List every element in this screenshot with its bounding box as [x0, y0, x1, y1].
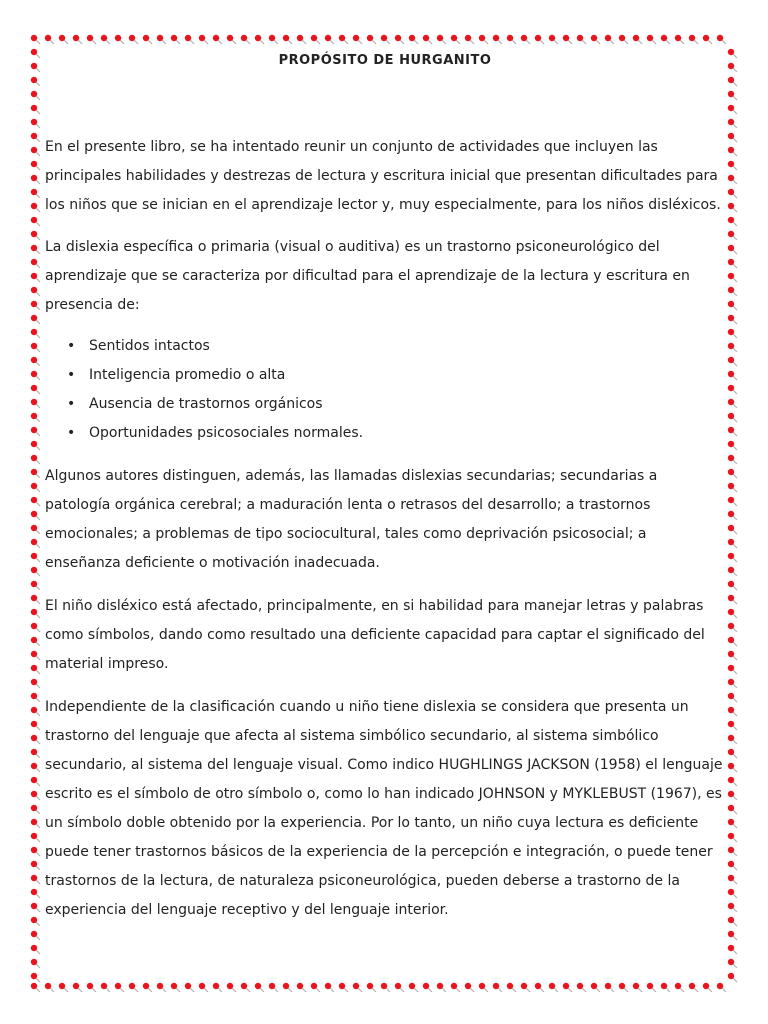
classification-paragraph: Independiente de la clasificación cuando u niño tiene dislexia se considera que presenta un trastorno del lenguaje que afecta al sistema simbólico secundario, al sistema simbólico secundario, al sistema del lenguaje visual. Como indico HUGHLINGS JACKSON (1958) el lenguaje escrito es el símbolo de otro símbolo o, como lo han indicado JOHNSON y MYKLEBUST (1967), es un símbolo doble obtenido por la experiencia. Por lo tanto, un niño cuya lectura es deficiente puede tener trastornos básicos de la experiencia de la percepción e integración, o puede tener trastornos de la lectura, de naturaleza psiconeurológica, pueden deberse a trastorno de la experiencia del lenguaje receptivo y del lenguaje interior. — [45, 699, 723, 918]
border-dot — [213, 35, 222, 44]
border-dot — [728, 315, 737, 324]
border-dot — [31, 49, 40, 58]
border-dot — [728, 819, 737, 828]
border-dot — [521, 983, 530, 992]
border-dot — [728, 735, 737, 744]
border-dot — [728, 679, 737, 688]
border-dot — [255, 983, 264, 992]
border-dot — [728, 553, 737, 562]
border-dot — [31, 903, 40, 912]
border-dot — [45, 983, 54, 992]
border-dot — [31, 511, 40, 520]
border-dot — [728, 763, 737, 772]
border-dot — [689, 983, 698, 992]
border-dot — [728, 287, 737, 296]
border-dot — [675, 35, 684, 44]
border-dot — [728, 609, 737, 618]
border-dot — [703, 983, 712, 992]
list-item: • Sentidos intactos — [67, 332, 725, 361]
border-dot — [728, 63, 737, 72]
border-dot — [31, 861, 40, 870]
border-dot — [311, 983, 320, 992]
border-dot — [31, 287, 40, 296]
border-dot — [31, 693, 40, 702]
border-dot — [633, 983, 642, 992]
border-dot — [451, 983, 460, 992]
border-dot — [728, 959, 737, 968]
border-dot — [31, 357, 40, 366]
border-dot — [728, 161, 737, 170]
border-dot — [549, 35, 558, 44]
border-dot — [728, 889, 737, 898]
border-dot — [465, 983, 474, 992]
border-dot — [31, 581, 40, 590]
border-dot — [73, 35, 82, 44]
border-dot — [728, 623, 737, 632]
border-dot — [31, 497, 40, 506]
border-dot — [728, 749, 737, 758]
border-dot — [728, 343, 737, 352]
border-dot — [728, 861, 737, 870]
border-dot — [31, 343, 40, 352]
border-dot — [31, 679, 40, 688]
border-dot — [661, 35, 670, 44]
border-dot — [213, 983, 222, 992]
border-dot — [31, 749, 40, 758]
border-dot — [101, 35, 110, 44]
border-dot — [605, 35, 614, 44]
border-dot — [728, 175, 737, 184]
border-dot — [31, 315, 40, 324]
border-dot — [728, 693, 737, 702]
conditions-list — [45, 332, 725, 448]
border-dot — [227, 983, 236, 992]
border-dot — [591, 35, 600, 44]
border-dot — [728, 567, 737, 576]
border-dot — [451, 35, 460, 44]
border-dot — [171, 35, 180, 44]
border-dot — [185, 983, 194, 992]
border-dot — [728, 329, 737, 338]
border-dot — [591, 983, 600, 992]
border-dot — [353, 983, 362, 992]
document-title: PROPÓSITO DE HURGANITO — [278, 53, 492, 68]
document-body — [45, 50, 725, 925]
border-dot — [728, 539, 737, 548]
border-dot — [31, 525, 40, 534]
border-dot — [31, 413, 40, 422]
border-dot — [297, 35, 306, 44]
border-dot — [157, 35, 166, 44]
border-dot — [31, 567, 40, 576]
border-dot — [728, 105, 737, 114]
border-dot — [31, 77, 40, 86]
border-dot — [31, 133, 40, 142]
border-dot — [31, 805, 40, 814]
border-dot — [728, 665, 737, 674]
border-dot — [728, 833, 737, 842]
border-dot — [31, 483, 40, 492]
border-dot — [31, 91, 40, 100]
border-dot — [31, 553, 40, 562]
border-dot — [728, 581, 737, 590]
list-item: • Inteligencia promedio o alta — [67, 361, 725, 390]
border-dot — [311, 35, 320, 44]
border-dot — [728, 791, 737, 800]
border-dot — [728, 917, 737, 926]
border-dot — [507, 35, 516, 44]
border-dot — [728, 385, 737, 394]
border-dot — [31, 763, 40, 772]
border-dot — [353, 35, 362, 44]
border-dot — [728, 497, 737, 506]
border-dot — [675, 983, 684, 992]
border-dot — [728, 483, 737, 492]
border-dot — [31, 847, 40, 856]
border-dot — [728, 273, 737, 282]
border-dot — [269, 35, 278, 44]
border-dot — [728, 413, 737, 422]
border-dot — [605, 983, 614, 992]
border-dot — [728, 119, 737, 128]
border-dot — [728, 91, 737, 100]
border-dot — [728, 595, 737, 604]
border-dot — [549, 983, 558, 992]
border-dot — [115, 983, 124, 992]
border-dot — [493, 35, 502, 44]
border-dot — [577, 983, 586, 992]
border-dot — [101, 983, 110, 992]
border-dot — [728, 511, 737, 520]
border-dot — [395, 983, 404, 992]
border-dot — [31, 595, 40, 604]
border-dot — [535, 35, 544, 44]
border-dot — [728, 189, 737, 198]
border-dot — [395, 35, 404, 44]
border-dot — [31, 63, 40, 72]
border-dot — [728, 371, 737, 380]
border-dot — [31, 273, 40, 282]
border-dot — [728, 301, 737, 310]
border-dot — [31, 707, 40, 716]
border-dot — [31, 259, 40, 268]
border-dot — [728, 875, 737, 884]
border-dot — [143, 35, 152, 44]
border-dot — [31, 973, 40, 982]
border-dot — [728, 147, 737, 156]
border-dot — [241, 35, 250, 44]
border-dot — [728, 133, 737, 142]
border-dot — [31, 217, 40, 226]
border-dot — [269, 983, 278, 992]
border-dot — [479, 35, 488, 44]
border-dot — [59, 35, 68, 44]
border-dot — [31, 441, 40, 450]
border-dot — [493, 983, 502, 992]
border-dot — [129, 983, 138, 992]
border-dot — [31, 371, 40, 380]
border-dot — [297, 983, 306, 992]
border-dot — [115, 35, 124, 44]
border-dot — [619, 983, 628, 992]
border-dot — [381, 35, 390, 44]
border-dot — [31, 189, 40, 198]
border-dot — [507, 983, 516, 992]
border-dot — [728, 399, 737, 408]
border-dot — [728, 441, 737, 450]
border-dot — [31, 455, 40, 464]
border-dot — [521, 35, 530, 44]
border-dot — [31, 637, 40, 646]
secondary-dyslexia-paragraph: Algunos autores distinguen, además, las llamadas dislexias secundarias; secundarias a patología orgánica cerebral; a maduración lenta o retrasos del desarrollo; a trastornos emocionales; a problemas de tipo sociocultural, tales como deprivación psicosocial; a enseñanza deficiente o motivación inadecuada. — [45, 468, 658, 571]
border-dot — [339, 983, 348, 992]
border-dot — [241, 983, 250, 992]
intro-paragraph: En el presente libro, se ha intentado reunir un conjunto de actividades que incluyen las principales habilidades y destrezas de lectura y escritura inicial que presentan dificultades para los niños que se inician en el aprendizaje lector y, muy especialmente, para los niños disléxicos. — [45, 139, 721, 213]
border-dot — [728, 455, 737, 464]
border-dot — [31, 945, 40, 954]
border-dot — [423, 983, 432, 992]
border-dot — [423, 35, 432, 44]
border-dot — [728, 945, 737, 954]
border-dot — [728, 903, 737, 912]
border-dot — [157, 983, 166, 992]
border-dot — [728, 707, 737, 716]
border-dot — [31, 931, 40, 940]
border-dot — [728, 525, 737, 534]
border-dot — [283, 35, 292, 44]
border-dot — [661, 983, 670, 992]
border-dot — [31, 983, 40, 992]
border-dot — [728, 931, 737, 940]
border-dot — [129, 35, 138, 44]
border-dot — [689, 35, 698, 44]
border-dot — [31, 35, 40, 44]
border-dot — [199, 983, 208, 992]
border-dot — [633, 35, 642, 44]
border-dot — [283, 983, 292, 992]
border-dot — [31, 245, 40, 254]
border-dot — [227, 35, 236, 44]
border-dot — [728, 973, 737, 982]
dyslexic-child-paragraph: El niño disléxico está afectado, principalmente, en si habilidad para manejar letras y palabras como símbolos, dando como resultado una deficiente capacidad para captar el significado del material impreso. — [45, 598, 705, 672]
list-item: • Oportunidades psicosociales normales. — [67, 419, 725, 448]
border-dot — [31, 889, 40, 898]
border-dot — [339, 35, 348, 44]
border-dot — [73, 983, 82, 992]
border-dot — [31, 329, 40, 338]
border-dot — [31, 539, 40, 548]
border-dot — [728, 469, 737, 478]
border-dot — [185, 35, 194, 44]
border-dot — [31, 427, 40, 436]
border-dot — [728, 231, 737, 240]
border-dot — [728, 777, 737, 786]
border-dot — [325, 983, 334, 992]
border-dot — [31, 119, 40, 128]
border-dot — [31, 385, 40, 394]
border-dot — [717, 983, 726, 992]
border-dot — [31, 833, 40, 842]
border-dot — [728, 427, 737, 436]
border-dot — [619, 35, 628, 44]
border-dot — [143, 983, 152, 992]
border-dot — [255, 35, 264, 44]
border-dot — [647, 35, 656, 44]
border-dot — [31, 665, 40, 674]
border-dot — [31, 161, 40, 170]
border-dot — [45, 35, 54, 44]
border-dot — [647, 983, 656, 992]
border-dot — [31, 231, 40, 240]
border-dot — [535, 983, 544, 992]
border-dot — [31, 777, 40, 786]
border-dot — [728, 49, 737, 58]
border-dot — [31, 609, 40, 618]
border-dot — [728, 637, 737, 646]
border-dot — [717, 35, 726, 44]
border-dot — [31, 651, 40, 660]
border-dot — [479, 983, 488, 992]
border-dot — [703, 35, 712, 44]
border-dot — [87, 35, 96, 44]
border-dot — [367, 35, 376, 44]
border-dot — [31, 203, 40, 212]
border-dot — [563, 983, 572, 992]
border-dot — [728, 721, 737, 730]
border-dot — [31, 623, 40, 632]
border-dot — [31, 105, 40, 114]
border-dot — [31, 147, 40, 156]
border-dot — [31, 917, 40, 926]
dyslexia-definition-paragraph: La dislexia específica o primaria (visual o auditiva) es un trastorno psiconeurológico del aprendizaje que se caracteriza por dificultad para el aprendizaje de la lectura y escritura en presencia de: — [45, 239, 690, 313]
border-dot — [31, 791, 40, 800]
border-dot — [31, 735, 40, 744]
border-dot — [31, 301, 40, 310]
border-dot — [728, 357, 737, 366]
border-dot — [367, 983, 376, 992]
border-dot — [31, 721, 40, 730]
border-dot — [31, 819, 40, 828]
border-dot — [31, 959, 40, 968]
border-dot — [728, 805, 737, 814]
border-dot — [728, 651, 737, 660]
border-dot — [31, 399, 40, 408]
border-dot — [728, 217, 737, 226]
border-dot — [728, 245, 737, 254]
border-dot — [59, 983, 68, 992]
border-dot — [437, 983, 446, 992]
border-dot — [409, 35, 418, 44]
border-dot — [728, 77, 737, 86]
border-dot — [563, 35, 572, 44]
border-dot — [171, 983, 180, 992]
border-dot — [465, 35, 474, 44]
border-dot — [437, 35, 446, 44]
border-dot — [728, 203, 737, 212]
border-dot — [199, 35, 208, 44]
border-dot — [87, 983, 96, 992]
border-dot — [577, 35, 586, 44]
border-dot — [728, 847, 737, 856]
border-dot — [31, 175, 40, 184]
border-dot — [381, 983, 390, 992]
border-dot — [409, 983, 418, 992]
border-dot — [31, 469, 40, 478]
border-dot — [31, 875, 40, 884]
border-dot — [325, 35, 334, 44]
list-item: • Ausencia de trastornos orgánicos — [67, 390, 725, 419]
border-dot — [728, 259, 737, 268]
